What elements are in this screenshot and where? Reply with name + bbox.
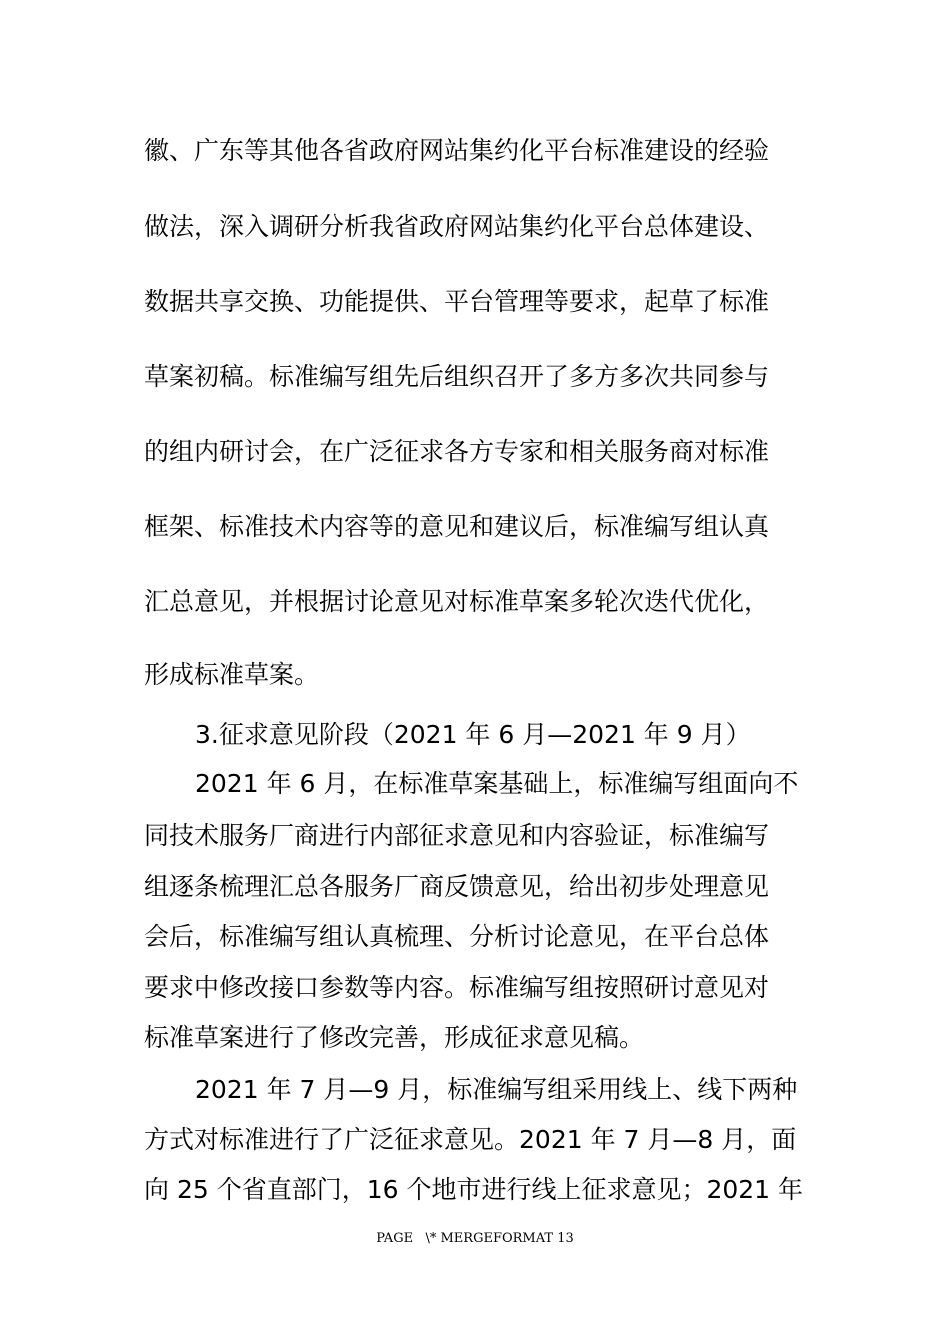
body-text-line: 标准草案进行了修改完善，形成征求意见稿。 [144, 1023, 645, 1052]
body-text-line: 形成标准草案。 [144, 660, 320, 689]
body-text-line: 同技术服务厂商进行内部征求意见和内容验证，标准编写 [144, 821, 770, 850]
page-footer: PAGE \* MERGEFORMAT 13 [376, 1231, 574, 1246]
body-text-line: 草案初稿。标准编写组先后组织召开了多方多次共同参与 [144, 362, 770, 391]
body-text-line: 向 25 个省直部门，16 个地市进行线上征求意见；2021 年 [144, 1175, 804, 1204]
body-text-line: 数据共享交换、功能提供、平台管理等要求，起草了标准 [144, 287, 770, 316]
body-text-line: 做法，深入调研分析我省政府网站集约化平台总体建设、 [144, 212, 770, 241]
body-text-line: 框架、标准技术内容等的意见和建议后，标准编写组认真 [144, 512, 770, 541]
body-text-line: 要求中修改接口参数等内容。标准编写组按照研讨意见对 [144, 973, 770, 1002]
body-text-line: 组逐条梳理汇总各服务厂商反馈意见，给出初步处理意见 [144, 872, 770, 901]
body-text-line: 汇总意见，并根据讨论意见对标准草案多轮次迭代优化， [144, 587, 770, 616]
section-heading: 3.征求意见阶段（2021 年 6 月—2021 年 9 月） [195, 720, 751, 749]
body-text-line: 方式对标准进行了广泛征求意见。2021 年 7 月—8 月，面 [144, 1125, 797, 1154]
body-text-line: 2021 年 6 月，在标准草案基础上，标准编写组面向不 [195, 769, 799, 798]
body-text-line: 的组内研讨会，在广泛征求各方专家和相关服务商对标准 [144, 437, 770, 466]
body-text-line: 会后，标准编写组认真梳理、分析讨论意见，在平台总体 [144, 922, 770, 951]
body-text-line: 2021 年 7 月—9 月，标准编写组采用线上、线下两种 [195, 1075, 798, 1104]
body-text-line: 徽、广东等其他各省政府网站集约化平台标准建设的经验 [144, 136, 770, 165]
